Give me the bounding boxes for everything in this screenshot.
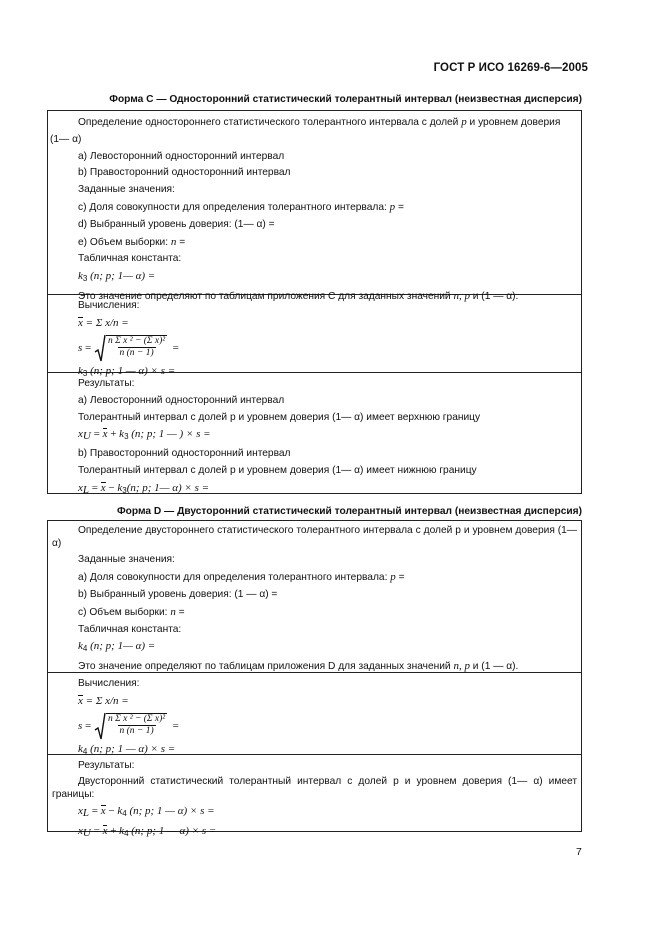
sqrt-radical-icon — [94, 334, 106, 362]
form-c-option-b: b) Правосторонний односторонний интервал — [78, 167, 291, 179]
form-d-constant-formula: $k_4$ (n; p; 1— α) = — [78, 640, 156, 654]
form-c-calc-label: Вычисления: — [78, 300, 140, 311]
form-c-intro-line1: Определение одностороннего статистического толерантного интервала с долей p и уровнем доверия — [78, 116, 561, 128]
form-d-results-label: Результаты: — [78, 760, 135, 771]
form-d-k-calc: $k_4$ (n; p; 1 — α) × s = — [78, 742, 176, 756]
form-c-res-a-text: Толерантный интервал с долей p и уровнем доверия (1— α) имеет верхнюю границу — [78, 411, 481, 423]
form-c-upper-limit-formula: $x_U = x + k_3$ (n; p; 1 — ) × s = — [78, 428, 211, 443]
form-c-given-e: e) Объем выборки: n = — [78, 235, 186, 248]
form-c-results-label: Результаты: — [78, 378, 135, 389]
form-d-res-text: Двусторонний статистический толерантный интервал с долей p и уровнем доверия (1— α) имеет границы: — [52, 775, 577, 800]
form-c-table-constant-label: Табличная константа: — [78, 253, 182, 265]
form-c-mean-formula: x = Σ x/n = — [52, 315, 577, 333]
form-d-given-a: a) Доля совокупности для определения толерантного интервала: p = — [78, 571, 405, 584]
form-c-table-note: Это значение определяют по таблицам приложения С для заданных значений n, p и (1 — α). — [78, 289, 519, 302]
form-c-option-a: a) Левосторонний односторонний интервал — [78, 150, 285, 162]
form-d-given-c: c) Объем выборки: n = — [78, 605, 185, 618]
form-d-results-section — [48, 755, 581, 839]
form-d-lower-limit-formula: $x_L = x - k_4$ (n; p; 1 — α) × s = — [78, 805, 215, 820]
form-c-s-numerator: n Σ x ² − (Σ x)² — [108, 336, 166, 347]
form-c-table — [47, 110, 582, 494]
form-d-mean-formula: x = Σ x/n = — [52, 693, 577, 711]
form-c-given-label: Заданные значения: — [78, 184, 175, 196]
form-c-res-b: b) Правосторонний односторонний интервал — [78, 448, 291, 460]
form-d-intro: Определение двустороннего статистического толерантного интервала с долей p и уровнем доверия (1— α) — [52, 525, 577, 550]
form-c-definition-section — [48, 111, 581, 302]
form-c-intro-line2: (1— α) — [50, 133, 82, 145]
form-c-k-calc: $k_3$ (n; p; 1 — α) × s = — [78, 364, 176, 378]
form-d-calculation-section — [48, 673, 581, 755]
form-d-definition-section — [48, 521, 581, 673]
form-c-lower-limit-formula: $x_L = x - k_3(n$; p; 1— α) × s = — [78, 481, 210, 496]
form-d-s-denominator: n (n − 1) — [119, 726, 154, 737]
form-c-given-c: c) Доля совокупности для определения толерантного интервала: p = — [78, 200, 404, 213]
form-c-calculation-section — [48, 295, 581, 378]
form-c-res-a: a) Левосторонний односторонний интервал — [78, 394, 285, 406]
form-d-table — [47, 520, 582, 839]
form-d-upper-limit-formula: $x_U = x + k_4$ (n; p; 1 — α) × s = — [78, 825, 217, 839]
form-c-res-b-text: Толерантный интервал с долей p и уровнем доверия (1— α) имеет нижнюю границу — [78, 464, 477, 476]
form-c-given-d: d) Выбранный уровень доверия: (1— α) = — [78, 218, 275, 230]
form-c-results-section — [48, 373, 581, 496]
form-d-s-numerator: n Σ x ² − (Σ x)² — [108, 714, 166, 725]
form-c-s-denominator: n (n − 1) — [119, 348, 154, 359]
form-d-given-b: b) Выбранный уровень доверия: (1 — α) = — [78, 589, 278, 600]
form-d-s-formula: s = $\frac{\text{n Σ x ² − (Σ x)²}}{n (n - 1)}$ = — [52, 711, 577, 741]
form-d-calc-label: Вычисления: — [78, 678, 140, 689]
form-d-table-note: Это значение определяют по таблицам приложения D для заданных значений n, p и (1 — α). — [78, 660, 519, 673]
form-d-title: Форма D — Двусторонний статистический толерантный интервал (неизвестная дисперсия) — [116, 506, 582, 517]
form-c-constant-formula: $k_3$ (n; p; 1— α) = — [78, 270, 156, 284]
page-number: 7 — [576, 846, 582, 858]
form-d-given-label: Заданные значения: — [78, 554, 175, 566]
form-c-title: Форма С — Односторонний статистический толерантный интервал (неизвестная дисперсия) — [109, 94, 582, 105]
document-header: ГОСТ Р ИСО 16269-6—2005 — [433, 62, 588, 74]
form-d-table-constant-label: Табличная константа: — [78, 623, 182, 635]
sqrt-radical-icon — [94, 712, 106, 740]
form-c-s-formula: s = $\frac{\text{n Σ x ² − (Σ x)²}}{n (n - 1)}$ = — [52, 333, 577, 363]
